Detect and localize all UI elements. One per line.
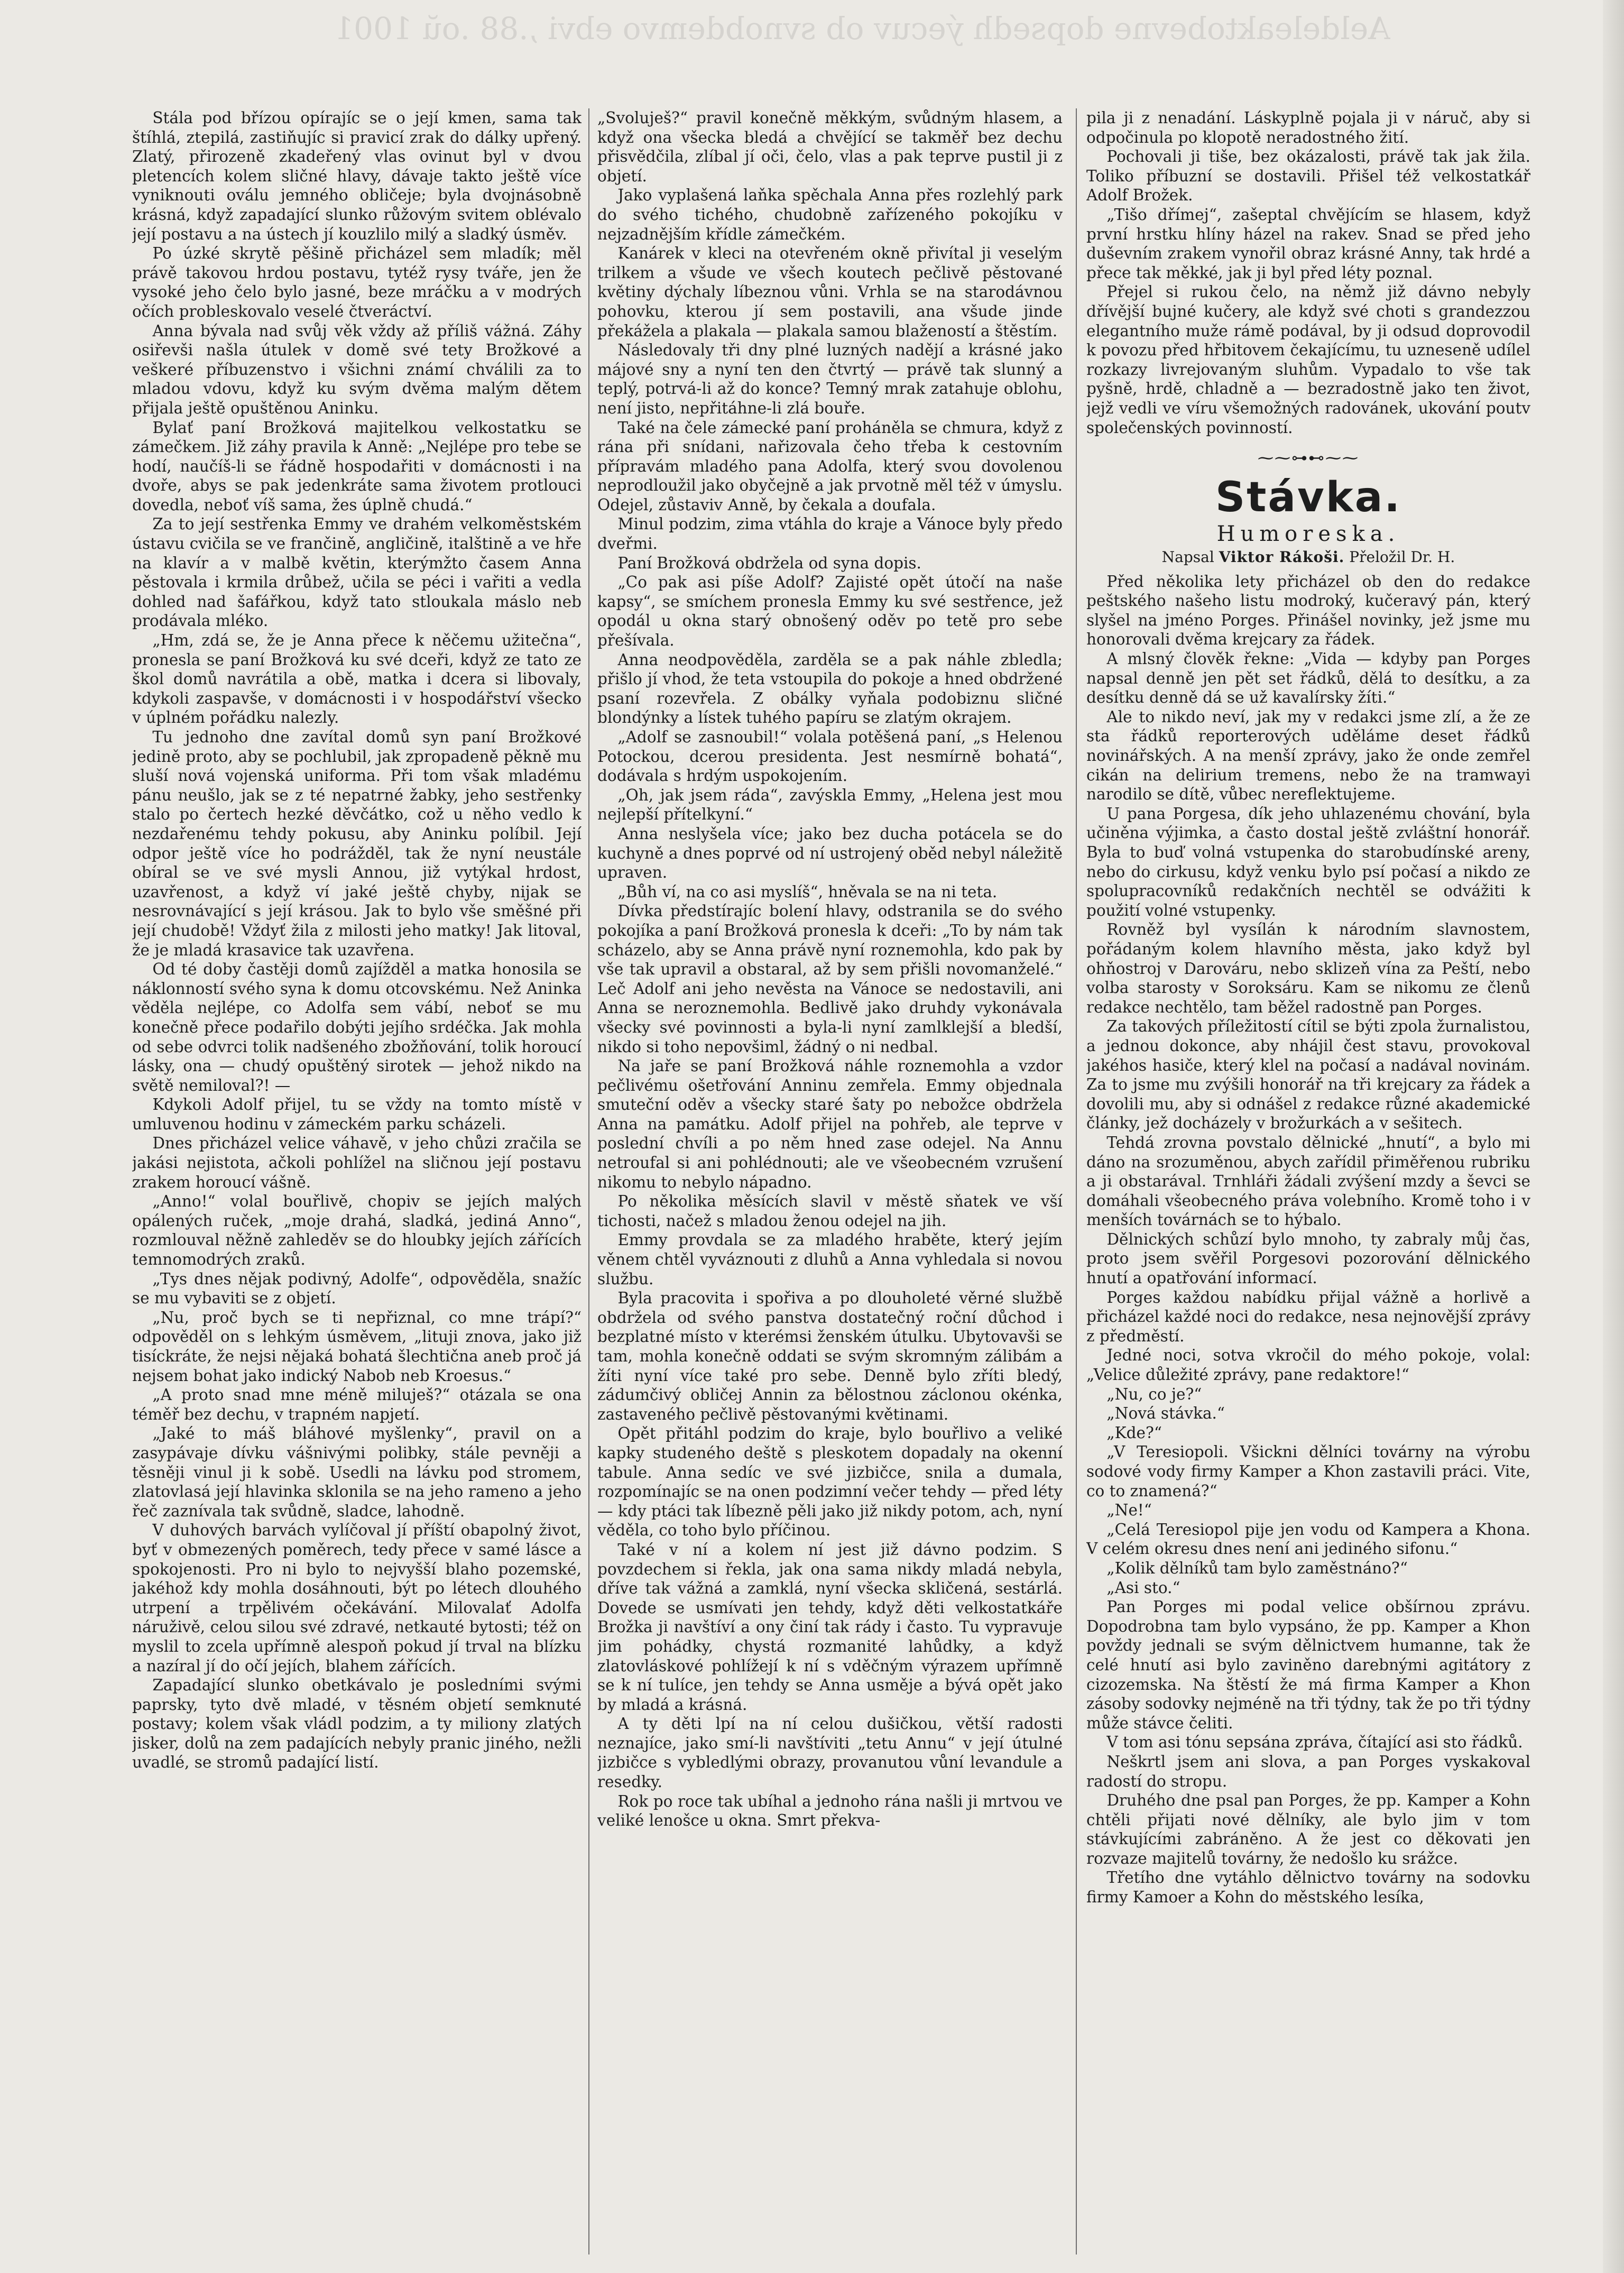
section-ornament: ⁓⁓⊶⊷⁓⁓ bbox=[1258, 449, 1359, 468]
paragraph: Po úzké skrytě pěšině přicházel sem mladík; měl právě takovou hrdou postavu, tytéž rysy tváře, jen že vysoké jeho čelo bylo jasné, beze mráčku a v modrých očích probleskovalo veselé čtveráctví. bbox=[132, 244, 582, 320]
paragraph: „Nu, proč bych se ti nepřiznal, co mne trápí?“ odpověděl on s lehkým úsměvem, „lituji znova, jako již tisíckráte, že nejsi nějaká bohatá šlechtična aneb proč já nejsem bohat jako indický Nabob neb Kroesus.“ bbox=[132, 1308, 582, 1385]
column-rule bbox=[1076, 108, 1077, 2254]
paragraph: Dívka předstírajíc bolení hlavy, odstranila se do svého pokojíka a paní Brožková pronesla k dceři: „To by nám tak scházelo, aby se Anna právě nyní roznemohla, kdo pak by vše tak upravil a obstaral, až by sem přišli novomanželé.“ Leč Adolf ani jeho nevěsta na Vánoce se nedostavili, ani Anna se neroznemohla. Bedlivě jako druhdy vykonávala všecky své povinnosti a byla-li nyní zamlklejší a bledší, nikdo si toho nepovšiml, žádný o ni nedbal. bbox=[597, 902, 1063, 1056]
paragraph: U pana Porgesa, dík jeho uhlazenému chování, byla učiněna výjimka, a často dostal ještě zvláštní honorář. Byla to buď volná vstupenka do starobudínské areny, nebo do cirkusu, když venku bylo psí počasí a nikdo ze spolupracovníků redakčních nechtěl se odvážiti k použití volné vstupenky. bbox=[1086, 804, 1530, 919]
paragraph: Jedné noci, sotva vkročil do mého pokoje, volal: „Velice důležité zprávy, pane redaktore!“ bbox=[1086, 1346, 1530, 1384]
paragraph: Přejel si rukou čelo, na němž již dávno nebyly dřívější bujné kučery, ale když své choti s grandezzou elegantního muže rámě podával, by ji odsud doprovodil k povozu před hřbitovem čekajícímu, tu uzneseně udílel rozkazy livrejovaným sluhům. Vypadalo to vše tak pyšně, hrdě, chladně a — bezradostně jako ten život, jejž vedli ve víru všemožných radovánek, ukování poutv společenských povinností. bbox=[1086, 283, 1530, 437]
paragraph: Neškrtl jsem ani slova, a pan Porges vyskakoval radostí do stropu. bbox=[1086, 1752, 1530, 1790]
paragraph: Také na čele zámecké paní proháněla se chmura, když z rána při snídani, nařizovala čeho třeba k cestovním přípravám mladého pana Adolfa, který svou dovolenou neprodloužil jako obyčejně a jak prvotně měl též v úmyslu. Odejel, zůstaviv Anně, by čekala a doufala. bbox=[597, 418, 1063, 514]
paragraph: Kanárek v kleci na otevřeném okně přivítal ji veselým trilkem a všude ve všech koutech pečlivě pěstované květiny dýchaly líbeznou vůni. Vrhla se na starodávnou pohovku, kterou jí sem postavili, ana všude jinde překážela a plakala — plakala samou blažeností a štěstím. bbox=[597, 244, 1063, 340]
article-subtitle: Humoreska. bbox=[1216, 521, 1400, 546]
article-title: Stávka. bbox=[1215, 473, 1402, 521]
paragraph: „Hm, zdá se, že je Anna přece k něčemu užitečna“, pronesla se paní Brožková ku své dceři, když ze tato ze škol domů navrátila a obě, matka i dcera si libovaly, kdykoli zaspavše, v domácnosti i v hospodářství všecko v úplném pořádku nalezly. bbox=[132, 631, 582, 727]
byline-prefix: Napsal bbox=[1161, 548, 1214, 566]
paragraph: Dělnických schůzí bylo mnoho, ty zabraly můj čas, proto jsem svěřil Porgesovi pozorování dělnického hnutí a opatřování informací. bbox=[1086, 1230, 1530, 1287]
paragraph: pila ji z nenadání. Láskyplně pojala ji v náruč, aby si odpočinula po klopotě neradostného žití. bbox=[1086, 109, 1530, 146]
paragraph: „Celá Teresiopol pije jen vodu od Kampera a Khona. V celém okresu dnes není ani jediného sifonu.“ bbox=[1086, 1520, 1530, 1558]
paragraph: Pan Porges mi podal velice obšírnou zprávu. Dopodrobna tam bylo vypsáno, že pp. Kamper a Khon povždy jednali se svým dělnictvem humanne, tak že celé hnutí asi bylo zaviněno darebnými agitátory z cizozemska. Na štěstí že má firma Kamper a Khon zásoby sodovky nejméně na tři týdny, tak že po tři týdny může stávce čeliti. bbox=[1086, 1598, 1530, 1732]
paragraph: V duhových barvách vylíčoval jí příští obapolný život, byť v obmezených poměrech, tedy přece v samé lásce a spokojenosti. Pro ni bylo to nejvyšší blaho pozemské, jakéhož kdy mohla dosáhnouti, být po létech dlouhého utrpení a trpělivém očekávání. Milovalať Adolfa náruživě, celou silou své zdravé, netkauté bytosti; též on myslil to zcela upřímně alespoň pokud jí trval na blízku a nazíral jí do očí jejích, blahem zářících. bbox=[132, 1521, 582, 1675]
paragraph: Bylať paní Brožková majitelkou velkostatku se zámečkem. Již záhy pravila k Anně: „Nejlépe pro tebe se hodí, naučíš-li se řádně hospodařiti v domácnosti i na dvoře, abys se pak jedenkráte sama životem protlouci dovedla, neboť víš sama, žes úplně chudá.“ bbox=[132, 418, 582, 514]
paragraph: Minul podzim, zima vtáhla do kraje a Vánoce byly předo dveřmi. bbox=[597, 515, 1063, 553]
paragraph: Anna neslyšela více; jako bez ducha potácela se do kuchyně a dnes poprvé od ní ustrojený oběd nebyl náležitě upraven. bbox=[597, 824, 1063, 882]
paragraph: „Bůh ví, na co asi myslíš“, hněvala se na ni teta. bbox=[617, 882, 998, 901]
paragraph: „V Teresiopoli. Všickni dělníci továrny na výrobu sodové vody firmy Kamper a Khon zastavili práci. Vite, co to znamená?“ bbox=[1086, 1443, 1530, 1500]
paragraph: „Co pak asi píše Adolf? Zajisté opět útočí na naše kapsy“, se smíchem pronesla Emmy ku své sestřence, jež opodál u okna starý obnošený oděv po tetě pro sebe přešívala. bbox=[597, 573, 1063, 650]
paragraph: Rok po roce tak ubíhal a jednoho rána našli ji mrtvou ve veliké lenošce u okna. Smrt překva- bbox=[597, 1792, 1063, 1830]
paragraph: „Adolf se zasnoubil!“ volala potěšená paní, „s Helenou Potockou, dcerou presidenta. Jest nesmírně bohatá“, dodávala s hrdým uspokojením. bbox=[597, 728, 1063, 785]
paragraph: „Asi sto.“ bbox=[1106, 1578, 1180, 1597]
translator: Přeložil Dr. H. bbox=[1349, 548, 1455, 566]
paragraph: Třetího dne vytáhlo dělnictvo továrny na sodovku firmy Kamoer a Kohn do městského lesíka, bbox=[1086, 1869, 1530, 1907]
story-column-3 bbox=[1086, 108, 1530, 2257]
paragraph: Jako vyplašená laňka spěchala Anna přes rozlehlý park do svého tichého, chudobně zařízeného pokojíku v nejzadnějším křídle zámečkém. bbox=[597, 186, 1063, 243]
paragraph: „Kde?“ bbox=[1106, 1423, 1162, 1442]
author-name: Viktor Rákoši. bbox=[1219, 548, 1345, 566]
paragraph: Na jaře se paní Brožková náhle roznemohla a vzdor pečlivému ošetřování Anninu zemřela. Emmy objednala smuteční oděv a všecky staré šaty po nebožce obdržela Anna na památku. Adolf přijel na pohřeb, ale teprve v poslední chvíli a po něm hned zase odejel. Na Annu netroufal si ani pohlédnouti; ale ve všeobecném vzrušení nikomu to nebylo nápadno. bbox=[597, 1057, 1063, 1191]
paragraph: Tehdá zrovna povstalo dělnické „hnutí“, a bylo mi dáno na srozuměnou, abych zařídil přiměřenou rubriku a ji obstarával. Trnhláři žádali zvýšení mzdy a ševci se domáhali všeobecného práva volebního. Kromě toho i v menších továrnách se to hýbalo. bbox=[1086, 1133, 1530, 1229]
paragraph: „Anno!“ volal bouřlivě, chopiv se jejích malých opálených ruček, „moje drahá, sladká, jediná Anno“, rozmlouval něžně zahleděv se do hloubky jejích zářících temnomodrých zraků. bbox=[132, 1192, 582, 1269]
paragraph: Také v ní a kolem ní jest již dávno podzim. S povzdechem si řekla, jak ona sama nikdy mladá nebyla, dříve tak vážná a zamklá, nyní všecka skličená, sestárlá. Dovede se usmívati jen tehdy, když děti velkostatkáře Brožka ji navštíví a ony činí tak rády i často. Tu vypravuje jim pohádky, chystá rozmanité lahůdky, a když zlatovláskové pohlížejí k ní s vděčným výrazem upřímně se k ní tulíce, jen tehdy se Anna usměje a bývá opět jako by mladá a krásná. bbox=[597, 1540, 1063, 1714]
paragraph: Před několika lety přicházel ob den do redakce peštského našeho listu modroký, kučeravý pán, který slyšel na jméno Porges. Přinášel novinky, jež jsme mu honorovali dvěma krejcary za řádek. bbox=[1086, 572, 1530, 649]
paragraph: „Ne!“ bbox=[1106, 1501, 1152, 1520]
paragraph: Porges každou nabídku přijal vážně a horlivě a přicházel každé noci do redakce, nesa nejnovější zprávy z předměstí. bbox=[1086, 1288, 1530, 1345]
paragraph: Kdykoli Adolf přijel, tu se vždy na tomto místě v umluvenou hodinu v zámeckém parku scházeli. bbox=[132, 1096, 582, 1133]
paragraph: „Tišo dřímej“, zašeptal chvějícím se hlasem, když první hrstku hlíny házel na rakev. Snad se před jeho duševním zrakem vynořil obraz krásné Anny, tak hrdé a přece tak měkké, jak ji byl před léty poznal. bbox=[1086, 205, 1530, 282]
paragraph: Stála pod břízou opírajíc se o její kmen, sama tak štíhlá, ztepilá, zastiňujíc si pravicí zrak do dálky upřený. Zlatý, přirozeně zkadeřený vlas ovinut byl v dvou pletencích kolem sličné hlavy, dávaje takto ještě více vyniknouti oválu jemného obličeje; byla dvojnásobně krásná, když zapadající slunko růžovým svitem oblévalo její postavu a na ústech jí kouzlilo milý a sladký úsměv. bbox=[132, 109, 582, 243]
paragraph: Za takových příležitostí cítil se býti zpola žurnalistou, a jednou dokonce, aby nhájil čest stavu, provokoval jakéhos hasiče, který klel na počasí a nadával novinám. Za to jsme mu zvýšili honorář na tři krejcary za řádek a dovolili mu, aby si odnášel z redakce různé akademické články, jež docházely v brožurkách a v sešitech. bbox=[1086, 1017, 1530, 1133]
paragraph: Byla pracovita i spořiva a po dlouholeté věrné službě obdržela od svého panstva dostatečný roční důchod i bezplatné místo v kterémsi ženském útulku. Ubytovavši se tam, mohla konečně oddati se svým skromným zálibám a žíti nyní více také pro sebe. Denně bylo zříti bledý, zádumčivý obličej Annin za bělostnou záclonou okénka, zastaveného pečlivě pěstovanými květinami. bbox=[597, 1289, 1063, 1423]
paragraph: Emmy provdala se za mladého hraběte, který jejím věnem chtěl vyváznouti z dluhů a Anna vyhledala si novou službu. bbox=[597, 1231, 1063, 1288]
paragraph: Paní Brožková obdržela od syna dopis. bbox=[617, 554, 921, 572]
paragraph: A mlsný člověk řekne: „Vida — kdyby pan Porges napsal denně jen pět set řádků, dělá to desítku, a za desítku denně dá se už kavalírsky žíti.“ bbox=[1086, 650, 1530, 707]
paragraph: Od té doby častěji domů zajížděl a matka honosila se náklonností svého syna k domu otcovskému. Než Aninka věděla nejlépe, co Adolfa sem vábí, neboť se mu konečně přece podařilo dobýti jejího srdéčka. Jak mohla od sebe odvrci tolik nadšeného zbožňování, tolik horoucí lásky, ona — chudý opuštěný sirotek — jehož nikdo na světě nemiloval?! — bbox=[132, 960, 582, 1094]
paragraph: „Tys dnes nějak podivný, Adolfe“, odpověděla, snažíc se mu vybaviti se z objetí. bbox=[132, 1269, 582, 1308]
paragraph: Opět přitáhl podzim do kraje, bylo bouřlivo a veliké kapky studeného deště s pleskotem dopadaly na okenní tabule. Anna sedíc ve své jizbičce, snila a dumala, rozpomínajíc se na onen podzimní večer tehdy — před léty — kdy ptáci tak líbezně pěli jako již nikdy potom, ach, nyní věděla, co toho bylo příčinou. bbox=[597, 1424, 1063, 1540]
paragraph: „Kolik dělníků tam bylo zaměstnáno?“ bbox=[1106, 1559, 1408, 1577]
paragraph: Zapadající slunko obetkávalo je posledními svými paprsky, tyto dvě mladé, v těsném objetí semknuté postavy; kolem však vládl podzim, a ty miliony zlatých jisker, dolů na zem padajících nebyly pranic jiného, nežli uvadlé, se stromů padající listí. bbox=[132, 1676, 582, 1772]
byline bbox=[1086, 547, 1530, 568]
paragraph: Pochovali ji tiše, bez okázalosti, právě tak jak žila. Toliko příbuzní se dostavili. Přišel též velkostatkář Adolf Brožek. bbox=[1086, 148, 1530, 205]
paragraph: Následovaly tři dny plné luzných nadějí a krásné jako májové sny a nyní ten den čtvrtý — právě tak slunný a teplý, potrvá-li až do konce? Temný mrak zatahuje oblohu, není jisto, nepřitáhne-li zlá bouře. bbox=[597, 341, 1063, 417]
story-column-1 bbox=[132, 108, 582, 2257]
paragraph: „Oh, jak jsem ráda“, zavýskla Emmy, „Helena jest mou nejlepší přítelkyní.“ bbox=[597, 786, 1063, 824]
paragraph: „Jaké to máš bláhové myšlenky“, pravil on a zasypávaje dívku vášnivými polibky, stále pevněji a těsněji vinul ji k sobě. Usedli na lávku pod stromem, zlatovlasá její hlavinka sklonila se na jeho rameno a jeho řeč zaznívala tak svůdně, sladce, lahodně. bbox=[132, 1424, 582, 1520]
column-rule bbox=[588, 108, 589, 2254]
paragraph: Za to její sestřenka Emmy ve drahém velkoměstském ústavu cvičila se ve frančině, angličině, italštině a ve hře na klavír a v malbě květin, kterýmžto časem Anna pěstovala i krmila drůbež, učila se péci i vařiti a vedla dohled nad šafářkou, když tato stloukala máslo neb prodávala mléko. bbox=[132, 515, 582, 630]
show-through-text: Aeldeleaktobevne dopsedh ýecuv ob svnobdemvo ebvi ,.88 .oŭ 1001 bbox=[334, 11, 1390, 47]
paragraph: „Nová stávka.“ bbox=[1106, 1404, 1225, 1423]
paragraph: Anna bývala nad svůj věk vždy až příliš vážná. Záhy osiřevši našla útulek v domě své tety Brožkové a veškeré příbuzenstvo i všichni známí chválili za to mladou vdovu, když ku svým dvěma malým dětem přijala ještě opuštěnou Aninku. bbox=[132, 321, 582, 417]
paragraph: Po několika měsících slavil v městě sňatek ve vší tichosti, načež s mladou ženou odejel na jih. bbox=[597, 1192, 1063, 1230]
paragraph: „Nu, co je?“ bbox=[1106, 1385, 1202, 1403]
paragraph: A ty děti lpí na ní celou dušičkou, větší radosti neznajíce, jako smí-li navštíviti „tetu Annu“ v její útulné jizbičce s vybledlými obrazy, provanutou vůní levandule a resedky. bbox=[597, 1715, 1063, 1791]
paragraph: Anna neodpověděla, zarděla se a pak náhle zbledla; přišlo jí vhod, že teta vstoupila do pokoje a hned obdržené psaní rozevřela. Z obálky vyňala podobiznu sličné blondýnky a lístek tuhého papíru se zlatým okrajem. bbox=[597, 650, 1063, 727]
paragraph: Ale to nikdo neví, jak my v redakci jsme zlí, a že ze sta řádků reporterových uděláme deset řádků novinářských. A na menší zprávy, jako že onde zemřel cikán na delirium tremens, nebo že na tramwayi narodilo se dítě, vůbec nereflektujeme. bbox=[1086, 707, 1530, 804]
story-column-2 bbox=[597, 108, 1063, 2257]
paragraph: „A proto snad mne méně miluješ?“ otázala se ona téměř bez dechu, v trapném napjetí. bbox=[132, 1386, 582, 1423]
paragraph: Dnes přicházel velice váhavě, v jeho chůzi zračila se jakási nejistota, ačkoli pohlížel na sličnou její postavu zrakem horoucí vášně. bbox=[132, 1134, 582, 1191]
paragraph: Rovněž byl vysílán k národním slavnostem, pořádaným kolem hlavního města, jako když byl ohňostroj v Darováru, nebo sklizeň vína za Peští, nebo volba starosty v Soroksáru. Kam se nikomu ze členů redakce nechtělo, tam běžel radostně pan Porges. bbox=[1086, 921, 1530, 1016]
page-edge bbox=[1603, 0, 1624, 2273]
paragraph: „Svoluješ?“ pravil konečně měkkým, svůdným hlasem, a když ona všecka bledá a chvějící se takměř bez dechu přisvědčila, zlíbal jí oči, čelo, vlas a pak teprve pustil ji z objetí. bbox=[597, 109, 1063, 185]
paragraph: V tom asi tónu sepsána zpráva, čítající asi sto řádků. bbox=[1106, 1733, 1523, 1752]
paragraph: Tu jednoho dne zavítal domů syn paní Brožkové jedině proto, aby se pochlubil, jak zpropadeně pěkně mu sluší nová vojenská uniforma. Při tom však mladému pánu neušlo, jak se z té nepatrné žabky, jeho sestřenky stalo po čertech hezké děvčátko, což u něho vedlo k nezdařenému tehdy pokusu, aby Aninku políbil. Její odpor ještě více ho podrážděl, tak že nyní neustále obíral se ve své mysli Annou, již vytýkal hrdost, uzavřenost, a když ví jaké ještě chyby, nijak se nesrovnávající s její krásou. Jak to bylo vše směšné při její chudobě! Vždyť žila z milosti jeho matky! Jak litoval, že je mladá krasavice tak uzavřena. bbox=[132, 728, 582, 959]
paragraph: Druhého dne psal pan Porges, že pp. Kamper a Kohn chtěli přijati nové dělníky, ale bylo jim v tom stávkujícími zabráněno. A že jest co děkovati jen rozvaze majitelů továrny, že nedošlo ku srážce. bbox=[1086, 1791, 1530, 1867]
